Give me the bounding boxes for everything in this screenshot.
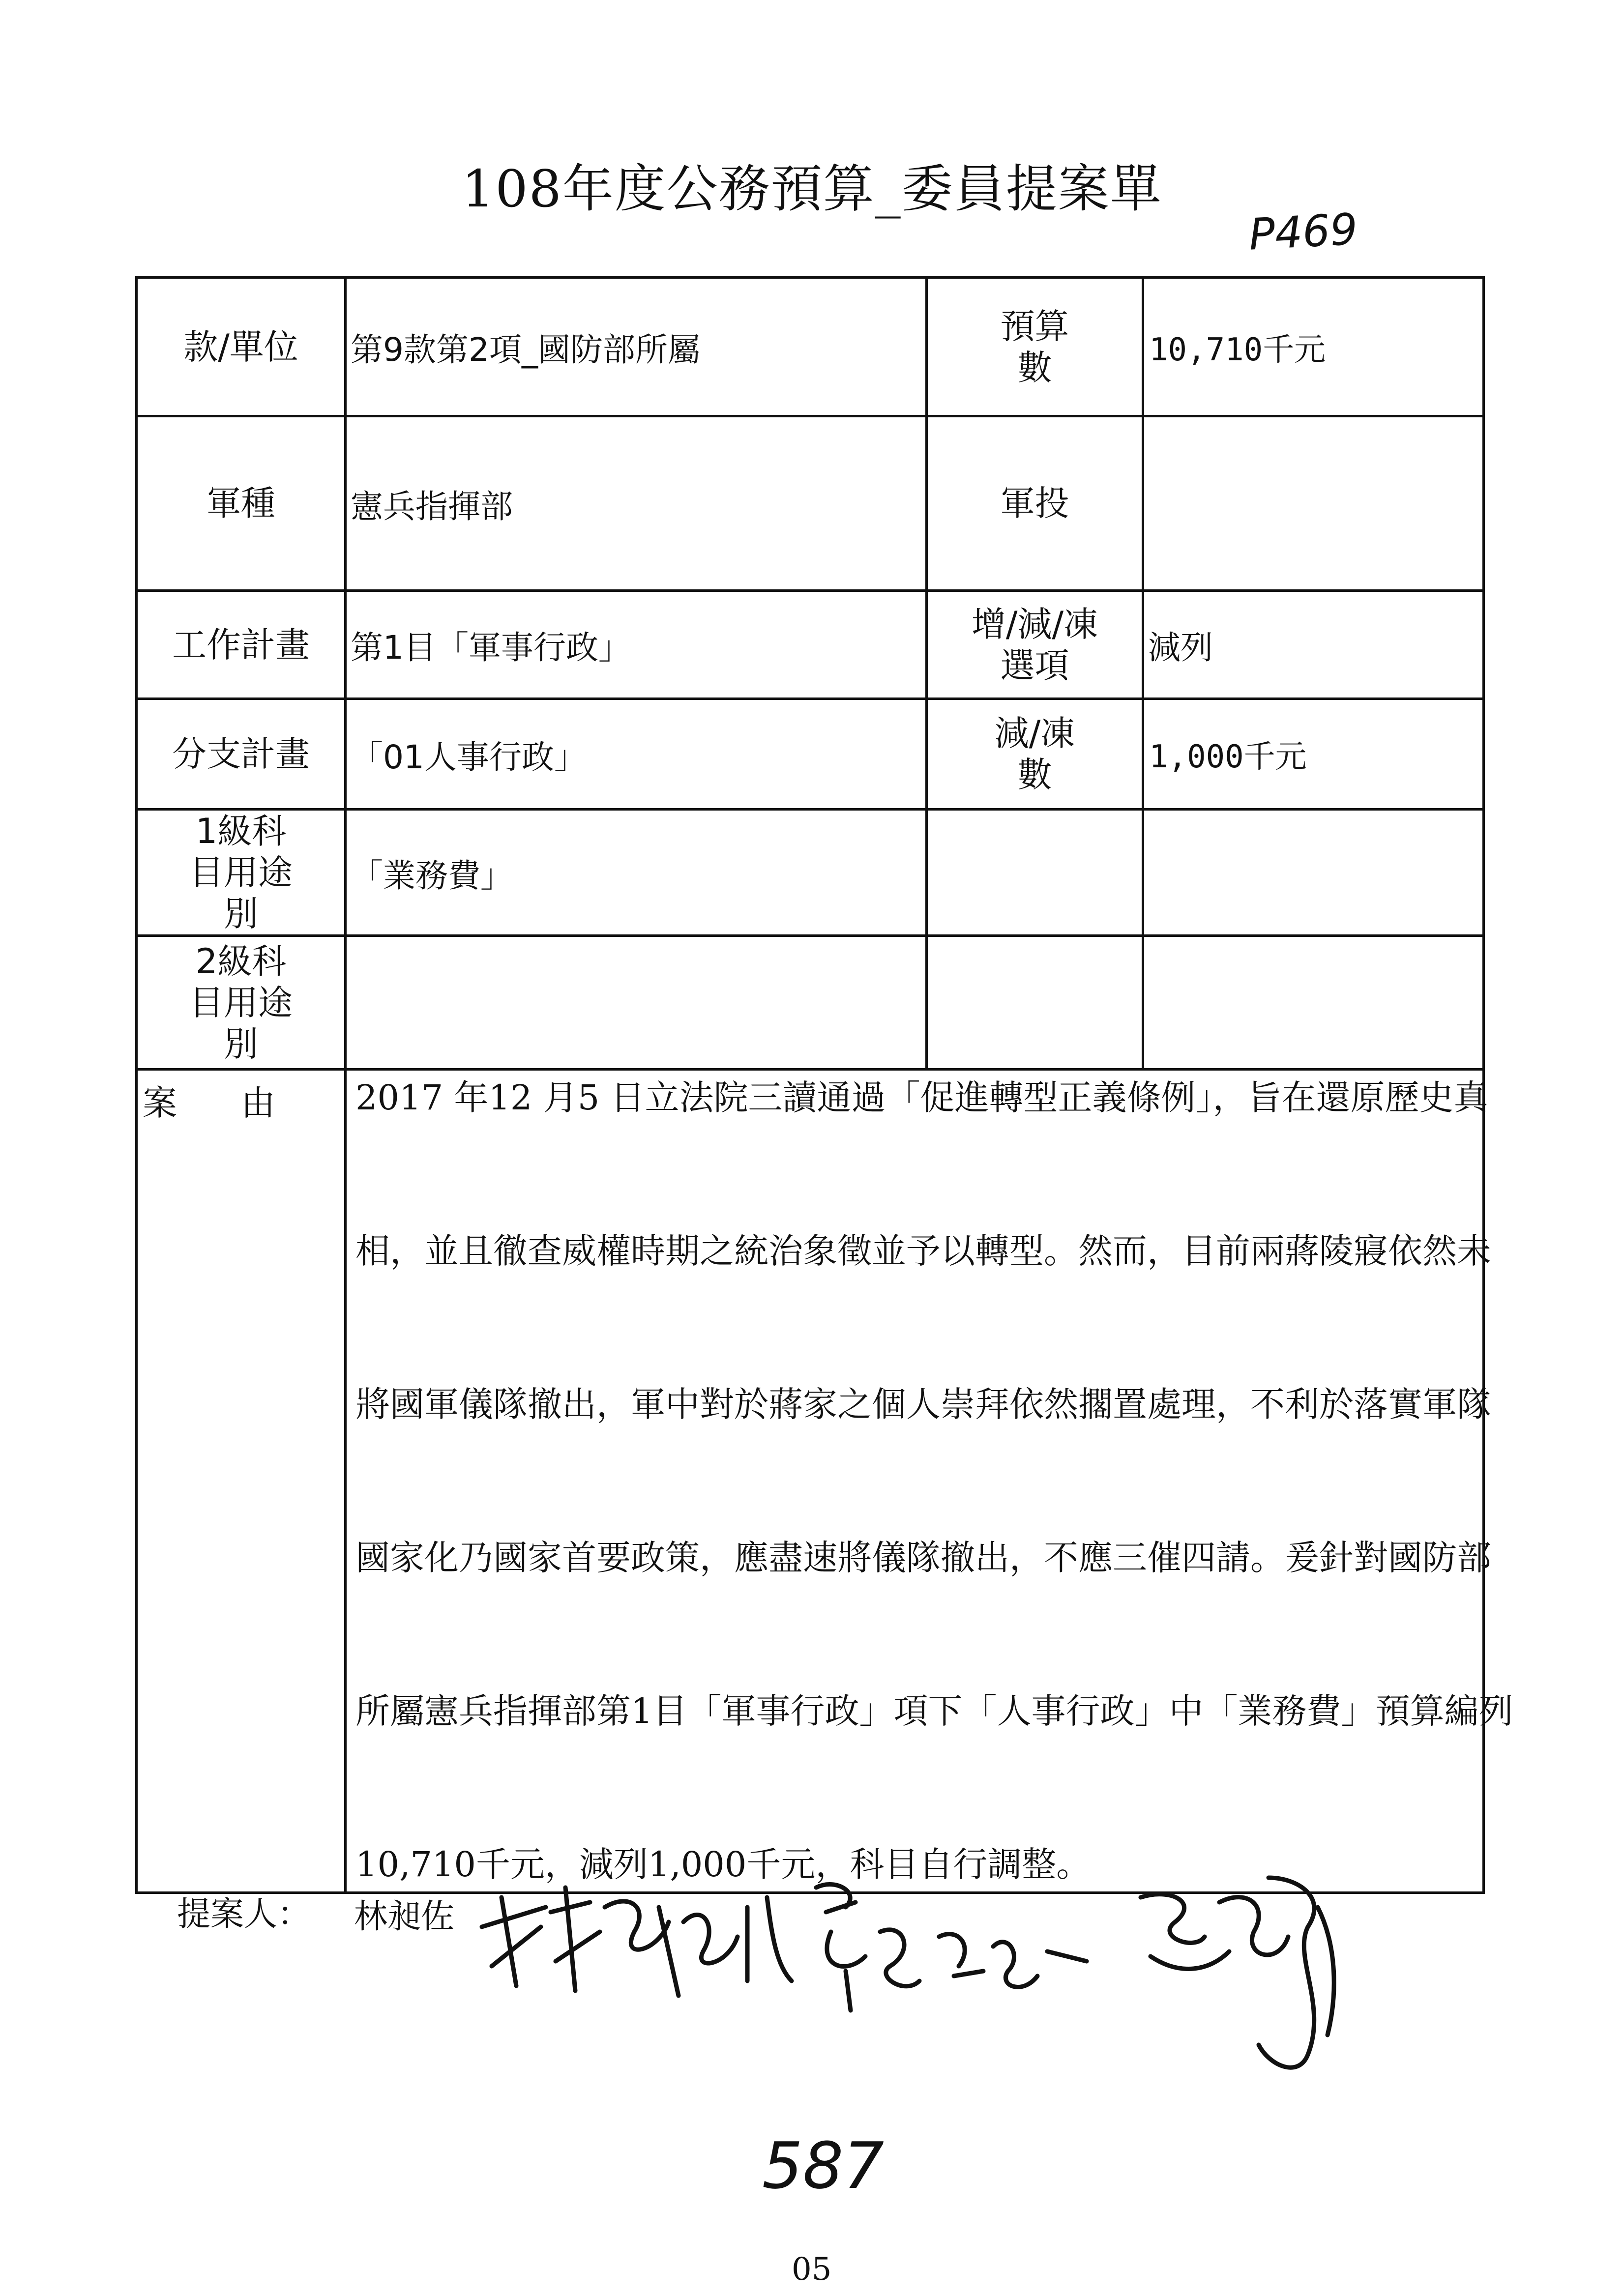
reason-line: 所屬憲兵指揮部第1目「軍事行政」項下「人事行政」中「業務費」預算編列 [355, 1691, 1513, 1731]
level1-value: 「業務費」 [346, 810, 927, 936]
table-row [137, 936, 1484, 1070]
reason-line: 2017 年12 月5 日立法院三讀通過「促進轉型正義條例」，旨在還原歷史真 [355, 1077, 1488, 1118]
signature-3 [1141, 1878, 1334, 2067]
amount-value: 1,000千元 [1143, 699, 1484, 810]
investment-value [1143, 416, 1484, 591]
level1-label: 1級科目用途別 [137, 810, 346, 936]
branch-plan-value: 「01人事行政」 [346, 699, 927, 810]
service-value: 憲兵指揮部 [346, 416, 927, 591]
signature-2 [816, 1885, 1087, 2010]
empty-cell [927, 936, 1143, 1070]
empty-cell [927, 810, 1143, 936]
level2-label: 2級科目用途別 [137, 936, 346, 1070]
work-plan-value: 第1目「軍事行政」 [346, 591, 927, 699]
reason-label: 案由 [137, 1070, 346, 1893]
table-row [137, 1070, 1484, 1893]
reason-line: 將國軍儀隊撤出，軍中對於蔣家之個人崇拜依然擱置處理，不利於落實軍隊 [355, 1384, 1491, 1424]
table-row [137, 278, 1484, 416]
level2-value [346, 936, 927, 1070]
proposer-label: 提案人： [177, 1895, 311, 1934]
work-plan-label: 工作計畫 [137, 591, 346, 699]
proposal-form-table [135, 276, 1513, 1894]
page-reference-handwritten: P469 [1247, 203, 1359, 260]
handwritten-signatures [472, 1848, 1431, 2104]
page-number: 05 [792, 2251, 832, 2288]
table-row [137, 810, 1484, 936]
section-value: 第9款第2項_國防部所屬 [346, 278, 927, 416]
service-label: 軍種 [137, 416, 346, 591]
table-row [137, 591, 1484, 699]
budget-value: 10,710千元 [1143, 278, 1484, 416]
branch-plan-label: 分支計畫 [137, 699, 346, 810]
table-row [137, 416, 1484, 591]
reason-line: 10,710千元，減列1,000千元，科目自行調整。 [355, 1844, 1091, 1885]
proposer-name: 林昶佐 [354, 1897, 455, 1936]
investment-label: 軍投 [927, 416, 1143, 591]
table-row [137, 699, 1484, 810]
empty-cell [1143, 936, 1484, 1070]
handwritten-page-number: 587 [762, 2128, 885, 2203]
option-value: 減列 [1143, 591, 1484, 699]
section-label: 款/單位 [137, 278, 346, 416]
reason-text [346, 1070, 1513, 1893]
empty-cell [1143, 810, 1484, 936]
reason-line: 國家化乃國家首要政策，應盡速將儀隊撤出，不應三催四請。爰針對國防部 [355, 1538, 1491, 1578]
option-label: 增/減/凍選項 [927, 591, 1143, 699]
reason-line: 相，並且徹查威權時期之統治象徵並予以轉型。然而，目前兩蔣陵寢依然未 [355, 1231, 1491, 1271]
signature-1 [482, 1888, 792, 1996]
page-title: 108年度公務預算_委員提案單 [462, 159, 1162, 219]
budget-label: 預算數 [927, 278, 1143, 416]
amount-label: 減/凍數 [927, 699, 1143, 810]
